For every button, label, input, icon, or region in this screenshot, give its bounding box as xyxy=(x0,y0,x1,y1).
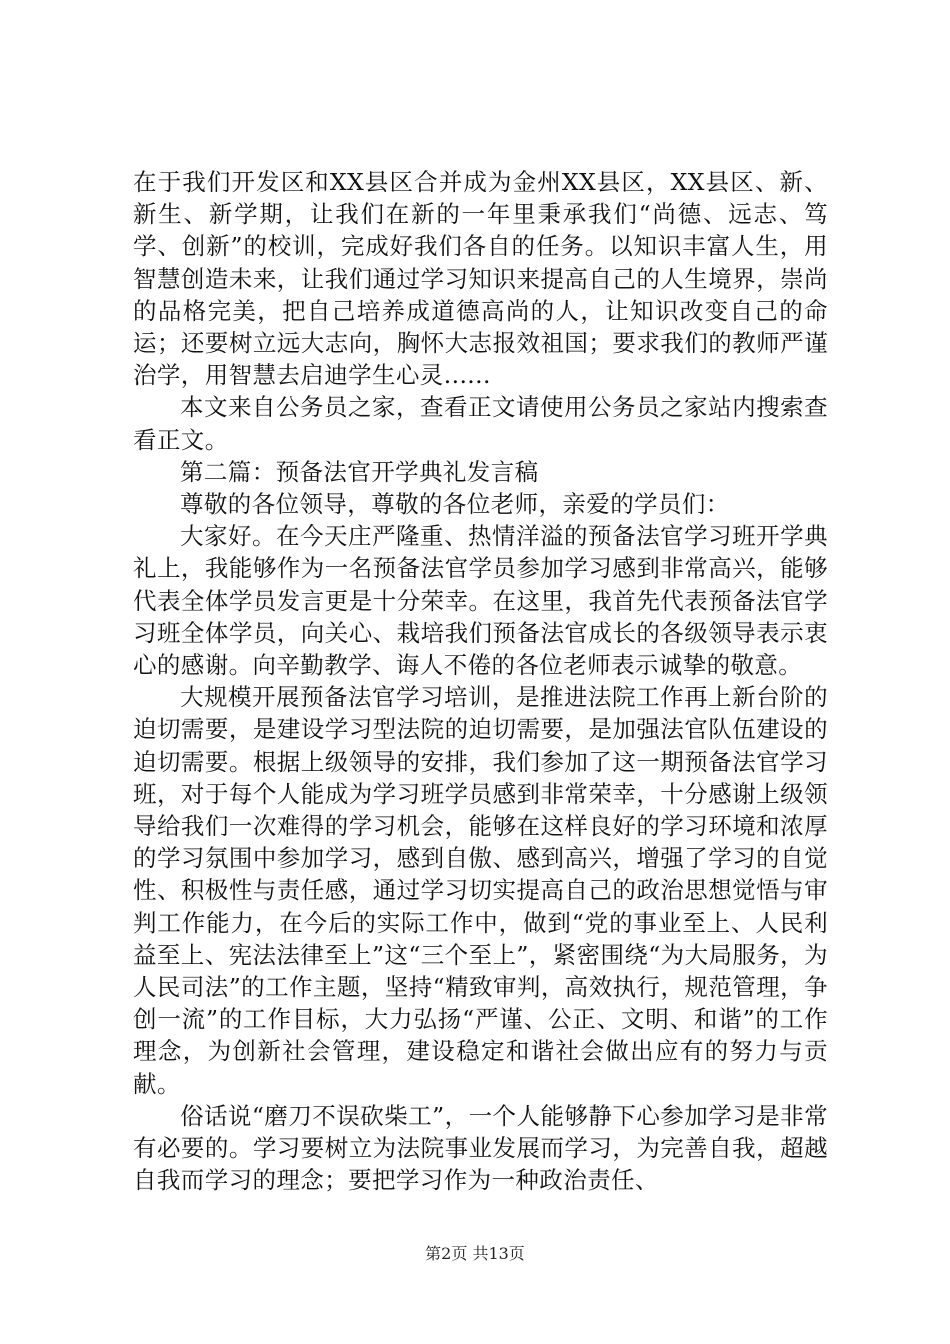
paragraph-1: 在于我们开发区和XX县区合并成为金州XX县区，XX县区、新、新生、新学期，让我们在新的一年里秉承我们“尚德、远志、笃学、创新”的校训，完成好我们各自的任务。以知识丰富人生，用智慧创造未来，让我们通过学习知识来提高自己的人生境界，崇尚的品格完美，把自己培养成道德高尚的人，让知识改变自己的命运；还要树立远大志向，胸怀大志报效祖国；要求我们的教师严谨治学，用智慧去启迪学生心灵...... xyxy=(133,168,828,390)
paragraph-6: 大规模开展预备法官学习培训，是推进法院工作再上新台阶的迫切需要，是建设学习型法院的迫切需要，是加强法官队伍建设的迫切需要。根据上级领导的安排，我们参加了这一期预备法官学习班，对于每个人能成为学习班学员感到非常荣幸，十分感谢上级领导给我们一次难得的学习机会，能够在这样良好的学习环境和浓厚的学习氛围中参加学习，感到自傲、感到高兴，增强了学习的自觉性、积极性与责任感，通过学习切实提高自己的政治思想觉悟与审判工作能力，在今后的实际工作中，做到“党的事业至上、人民利益至上、宪法法律至上”这“三个至上”，紧密围绕“为大局服务，为人民司法”的工作主题，坚持“精致审判，高效执行，规范管理，争创一流”的工作目标，大力弘扬“严谨、公正、文明、和谐”的工作理念，为创新社会管理，建设稳定和谐社会做出应有的努力与贡献。 xyxy=(133,683,828,1098)
paragraph-7: 俗话说“磨刀不误砍柴工”，一个人能够静下心参加学习是非常有必要的。学习要树立为法院事业发展而学习，为完善自我，超越自我而学习的理念；要把学习作为一种政治责任、 xyxy=(133,1101,828,1195)
page-footer: 第2页 共13页 xyxy=(425,1244,525,1263)
paragraph-2: 本文来自公务员之家，查看正文请使用公务员之家站内搜索查看正文。 xyxy=(133,393,828,454)
section-heading: 第二篇：预备法官开学典礼发言稿 xyxy=(180,457,539,486)
salutation: 尊敬的各位领导，尊敬的各位老师，亲爱的学员们： xyxy=(180,490,730,519)
paragraph-5: 大家好。在今天庄严隆重、热情洋溢的预备法官学习班开学典礼上，我能够作为一名预备法官学员参加学习感到非常高兴，能够代表全体学员发言更是十分荣幸。在这里，我首先代表预备法官学习班全体学员，向关心、栽培我们预备法官成长的各级领导表示衷心的感谢。向辛勤教学、诲人不倦的各位老师表示诚挚的敬意。 xyxy=(133,522,828,680)
document-body xyxy=(133,166,828,1197)
